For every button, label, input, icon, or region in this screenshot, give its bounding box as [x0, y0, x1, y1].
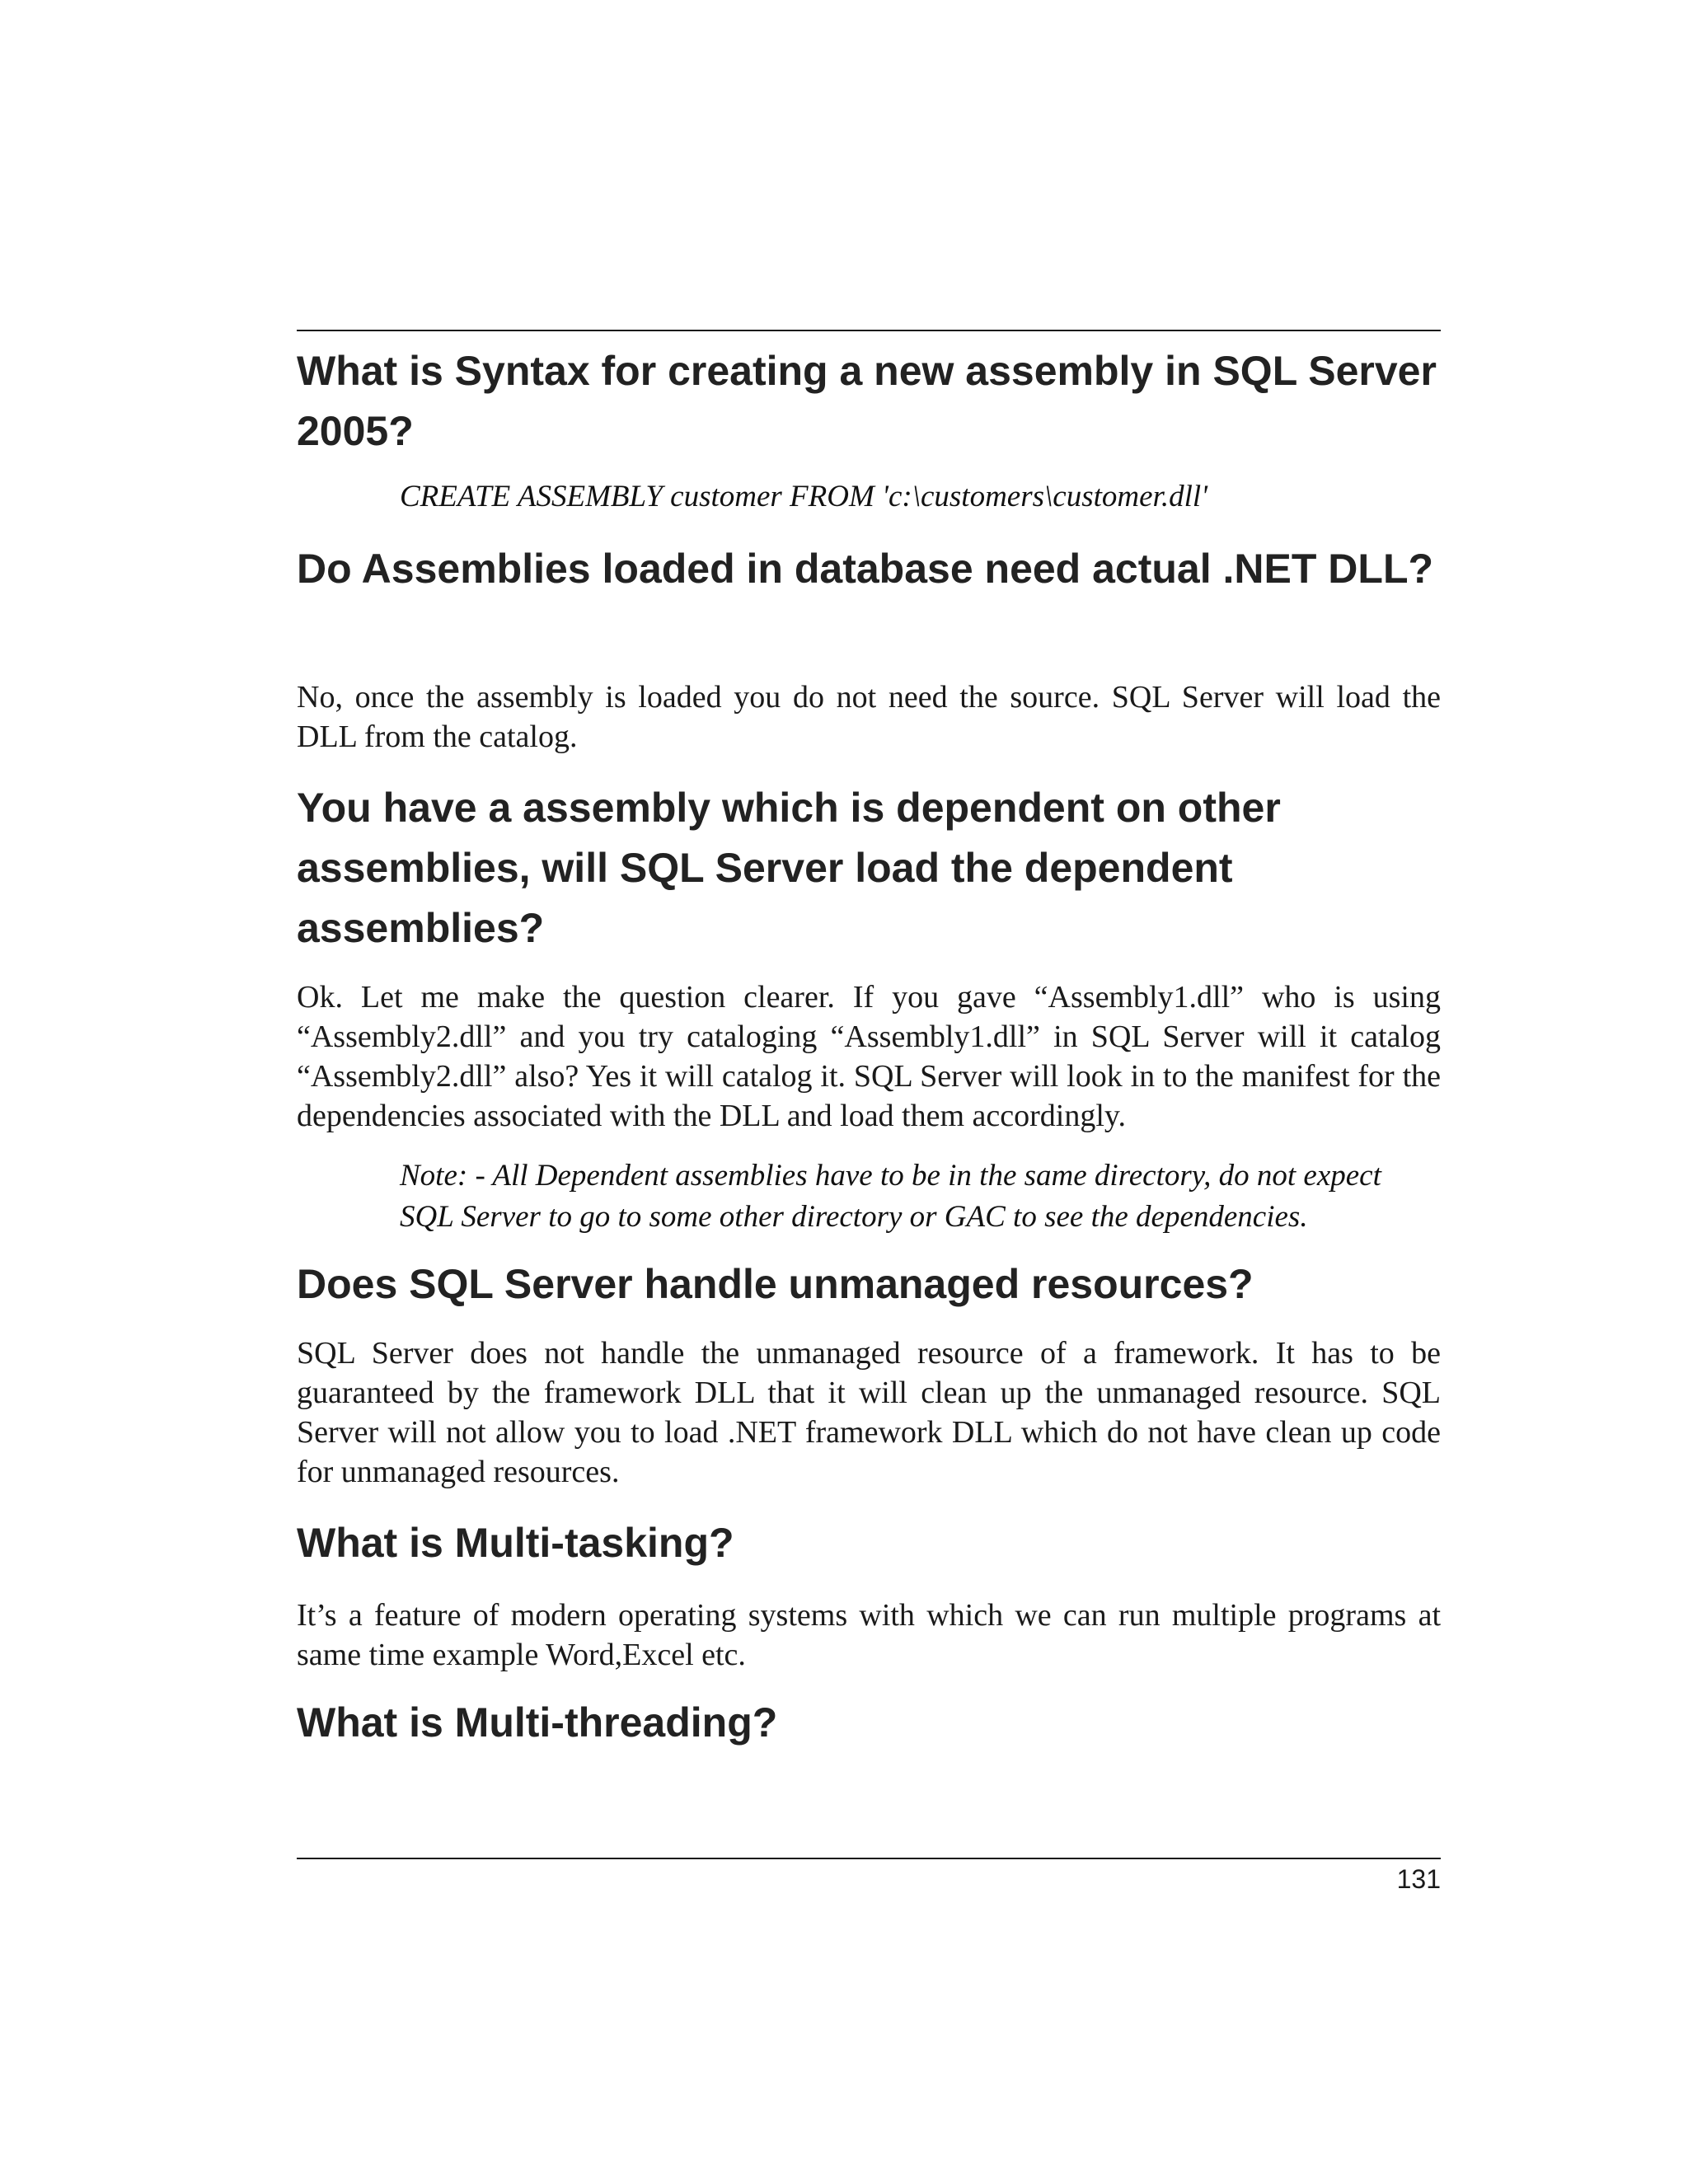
- footer-rule: [297, 1858, 1441, 1859]
- note-dependent-assemblies: Note: - All Dependent assemblies have to be in the same directory, do not expect SQL Server to go to some other directory or GAC to see the dependencies.: [400, 1159, 1381, 1234]
- book-page: [297, 0, 1441, 2184]
- question-create-assembly-syntax: What is Syntax for creating a new assembly in SQL Server 2005?: [297, 348, 1437, 454]
- page-number: 131: [1396, 1864, 1441, 1894]
- create-assembly-code: CREATE ASSEMBLY customer FROM 'c:\customers\customer.dll': [400, 480, 1208, 513]
- answer-multi-tasking: It’s a feature of modern operating systems with which we can run multiple programs at same time example Word,Excel etc.: [297, 1598, 1441, 1672]
- answer-need-actual-dll: No, once the assembly is loaded you do not need the source. SQL Server will load the DLL from the catalog.: [297, 680, 1441, 754]
- question-need-actual-dll: Do Assemblies loaded in database need actual .NET DLL?: [297, 546, 1434, 592]
- answer-dependent-assemblies: Ok. Let me make the question clearer. If you gave “Assembly1.dll” who is using “Assembly2.dll” and you try cataloging “Assembly1.dll” in SQL Server will it catalog “Assembly2.dll” also? Yes it will catalog it. SQL Server will look in to the manifest for the dependencies associated with the DLL and load them accordingly.: [297, 980, 1441, 1133]
- header-rule: [297, 330, 1441, 331]
- answer-unmanaged-resources: SQL Server does not handle the unmanaged resource of a framework. It has to be guaranteed by the framework DLL that it will clean up the unmanaged resource. SQL Server will not allow you to load .NET framework DLL which do not have clean up code for unmanaged resources.: [297, 1336, 1441, 1489]
- question-multi-tasking: What is Multi-tasking?: [297, 1520, 734, 1566]
- question-dependent-assemblies: You have a assembly which is dependent on other assemblies, will SQL Server load the dependent assemblies?: [297, 785, 1281, 951]
- question-unmanaged-resources: Does SQL Server handle unmanaged resources?: [297, 1261, 1254, 1307]
- question-multi-threading: What is Multi-threading?: [297, 1699, 778, 1746]
